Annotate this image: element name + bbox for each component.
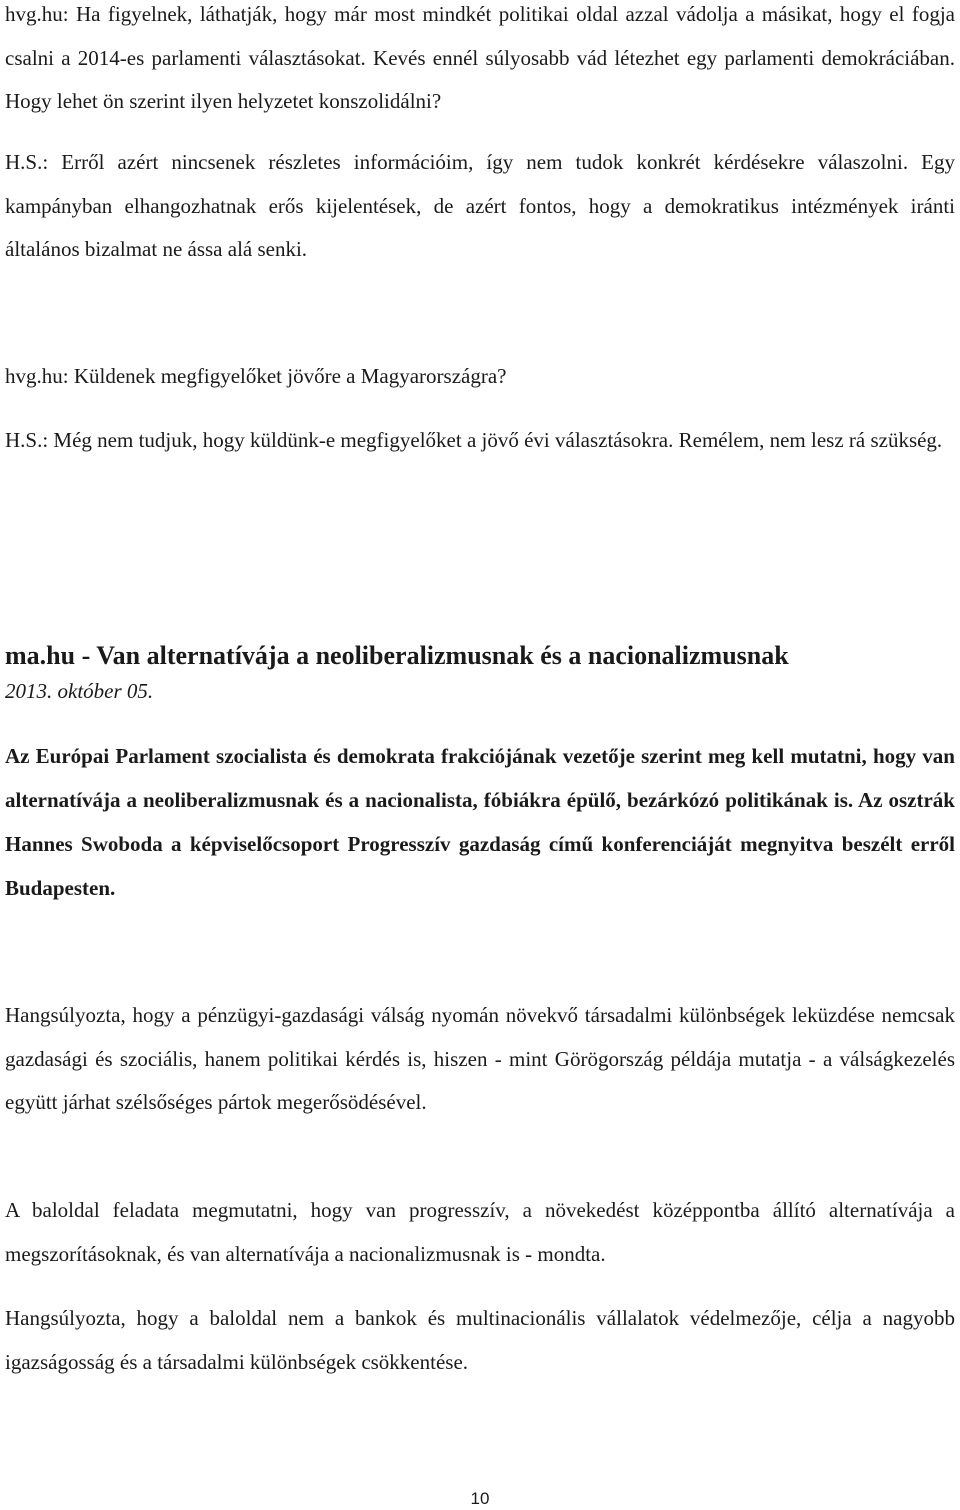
page-number: 10 — [470, 1489, 490, 1508]
article-title: ma.hu - Van alternatívája a neoliberalizmusnak és a nacionalizmusnak — [5, 641, 789, 670]
article-lead: Az Európai Parlament szocialista és demokrata frakciójának vezetője szerint meg kell mutatni, hogy van alternatívája a neoliberalizmusnak és a nacionalista, fóbiákra épülő, bezárkózó politikának is. Az osztrák Hannes Swoboda a képviselőcsoport Progresszív gazdaság című konferenciáját megnyitva beszélt erről Budapesten. — [5, 744, 955, 900]
article-paragraph-2: A baloldal feladata megmutatni, hogy van progresszív, a növekedést középpontba állító alternatívája a megszorításoknak, és van alternatívája a nacionalizmusnak is - mondta. — [5, 1198, 955, 1266]
interview-answer-2: H.S.: Még nem tudjuk, hogy küldünk-e megfigyelőket a jövő évi választásokra. Remélem, nem lesz rá szükség. — [5, 428, 943, 452]
interview-answer-1: H.S.: Erről azért nincsenek részletes információim, így nem tudok konkrét kérdésekre válaszolni. Egy kampányban elhangozhatnak erős kijelentések, de azért fontos, hogy a demokratikus intézmények iránti általános bizalmat ne ássa alá senki. — [5, 150, 955, 261]
article-paragraph-3: Hangsúlyozta, hogy a baloldal nem a bankok és multinacionális vállalatok védelmezője, célja a nagyobb igazságosság és a társadalmi különbségek csökkentése. — [5, 1306, 955, 1374]
article-paragraph-1: Hangsúlyozta, hogy a pénzügyi-gazdasági válság nyomán növekvő társadalmi különbségek leküzdése nemcsak gazdasági és szociális, hanem politikai kérdés is, hiszen - mint Görögország példája mutatja - a válságkezelés együtt járhat szélsőséges pártok megerősödésével. — [5, 1003, 955, 1114]
interview-question-2: hvg.hu: Küldenek megfigyelőket jövőre a Magyarországra? — [5, 364, 507, 388]
interview-question-1-continued: hvg.hu: Ha figyelnek, láthatják, hogy már most mindkét politikai oldal azzal vádolja a másikat, hogy el fogja csalni a 2014-es parlamenti választásokat. Kevés ennél súlyosabb vád létezhet egy parlamenti demokráciában. Hogy lehet ön szerint ilyen helyzetet konszolidálni? — [5, 2, 955, 113]
article-date: 2013. október 05. — [5, 679, 154, 703]
